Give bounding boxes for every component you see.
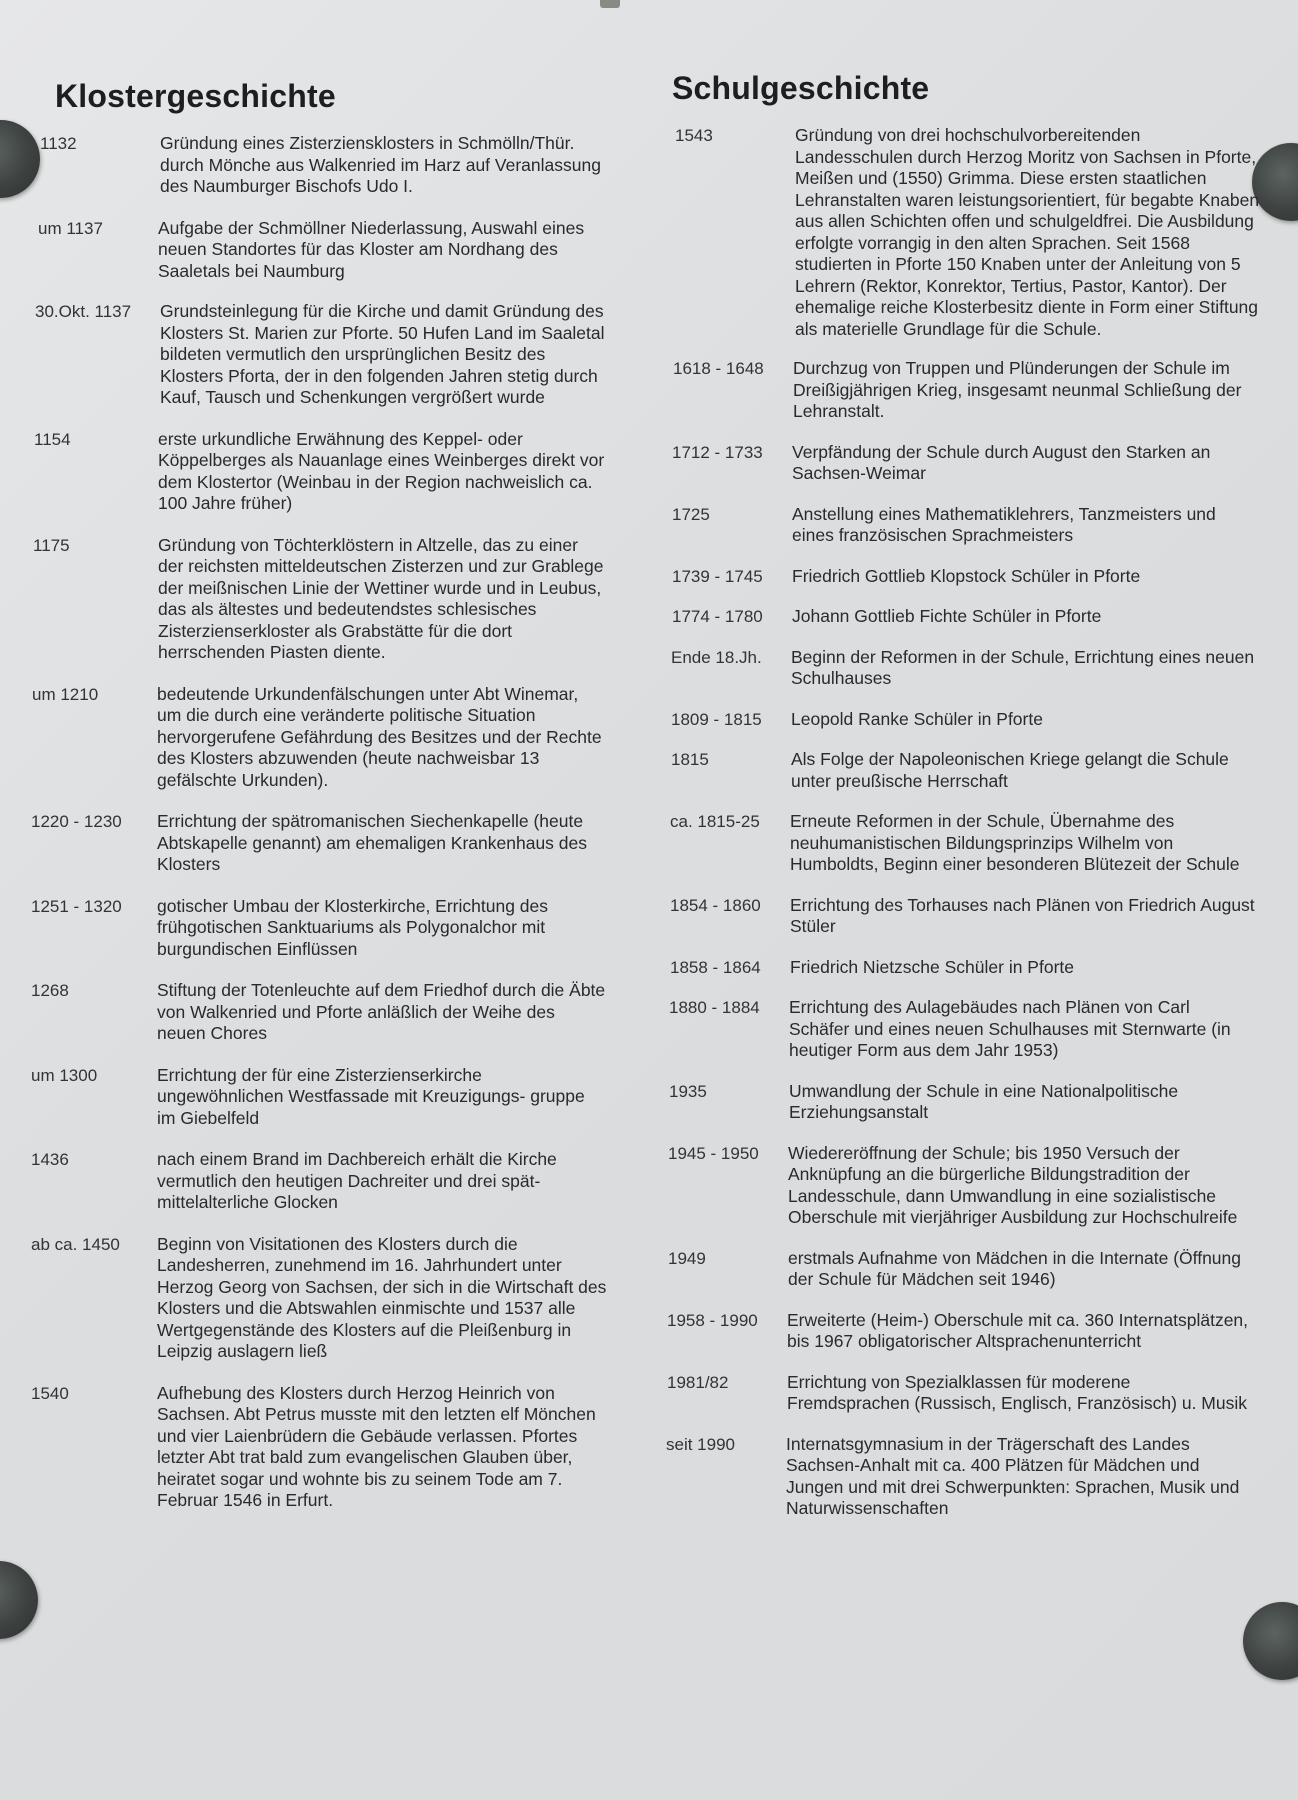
entry-text: Leopold Ranke Schüler in Pforte <box>791 708 1043 729</box>
timeline-entry <box>667 1372 1260 1415</box>
entry-text: erste urkundliche Erwähnung des Keppel- oder Köppelberges als Nauanlage eines Weinberges direkt vor dem Klostertor (Weinbau in der Region nachweislich ca. 100 Jahre früher) <box>158 428 605 513</box>
timeline-entry <box>670 811 1260 876</box>
timeline-entry <box>31 1149 630 1214</box>
mounting-bolt-icon <box>0 1561 38 1639</box>
entry-text: Aufhebung des Klosters durch Herzog Heinrich von Sachsen. Abt Petrus musste mit den letzten elf Mönchen und vier Laienbrüdern die Gebäude verlassen. Pfortes letzter Abt trat bald zum evangelischen Glauben über, heiratet sogar und wohnte bis zu seinem Tode am 7. Februar 1546 in Erfurt. <box>157 1382 596 1510</box>
entry-text: Errichtung des Torhauses nach Plänen von Friedrich August Stüler <box>790 894 1255 936</box>
timeline-entry <box>31 980 630 1045</box>
entry-date: um 1300 <box>31 1065 98 1085</box>
entry-date: 1251 - 1320 <box>31 896 122 916</box>
entry-date: Ende 18.Jh. <box>671 647 762 667</box>
entry-date: 1815 <box>671 750 709 769</box>
entry-date: um 1137 <box>38 218 103 238</box>
timeline-entry <box>31 811 630 876</box>
entry-text: erstmals Aufnahme von Mädchen in die Internate (Öffnung der Schule für Mädchen seit 1946) <box>788 1247 1242 1289</box>
timeline-entry <box>33 535 630 664</box>
timeline-entry <box>672 566 1260 588</box>
entry-date: 1725 <box>672 504 710 524</box>
entry-date: um 1210 <box>32 684 99 704</box>
entry-text: Friedrich Gottlieb Klopstock Schüler in Pforte <box>792 565 1141 586</box>
entry-date: 1132 <box>40 134 77 153</box>
entry-date: 1268 <box>31 981 69 1000</box>
timeline-entry <box>668 1143 1260 1229</box>
entry-date: 1540 <box>31 1383 69 1403</box>
monastery-history-column <box>31 70 630 1512</box>
entry-date: 1618 - 1648 <box>673 359 764 378</box>
timeline-entry <box>669 997 1260 1062</box>
entry-text: Wiedereröffnung der Schule; bis 1950 Versuch der Anknüpfung an die bürgerliche Bildungstradition der Landesschule, dann Umwandlung in eine sozialistische Oberschule mit vierjähriger Ausbildung zur Hochschulreife <box>788 1142 1238 1227</box>
timeline-entry <box>673 358 1260 423</box>
timeline-entry <box>668 1248 1260 1291</box>
entry-date: 1958 - 1990 <box>667 1310 758 1330</box>
entry-text: Verpfändung der Schule durch August den Starken an Sachsen-Weimar <box>792 441 1211 483</box>
entry-date: 1880 - 1884 <box>669 998 760 1017</box>
entry-text: Umwandlung der Schule in eine Nationalpolitische Erziehungsanstalt <box>789 1080 1179 1122</box>
entry-text: Als Folge der Napoleonischen Kriege gelangt die Schule unter preußische Herrschaft <box>791 749 1229 791</box>
timeline-entry <box>675 125 1260 340</box>
mounting-bolt-icon <box>1243 1602 1298 1680</box>
entry-text: nach einem Brand im Dachbereich erhält die Kirche vermutlich den heutigen Dachreiter und drei spät- mittelalterliche Glocken <box>157 1149 557 1212</box>
timeline-entry <box>31 896 630 961</box>
entry-text: Durchzug von Truppen und Plünderungen der Schule im Dreißigjährigen Krieg, insgesamt neunmal Schließung der Lehranstalt. <box>793 358 1242 421</box>
timeline-entry <box>671 647 1260 690</box>
timeline-entry <box>672 504 1260 547</box>
entry-text: Grundsteinlegung für die Kirche und damit Gründung des Klosters St. Marien zur Pforte. 50 Hufen Land im Saaletal bildeten vermutlich den ursprünglichen Besitz des Klosters Pforta, der in den folgenden Jahren stetig durch Kauf, Tausch und Schenkungen vergrößert wurde <box>160 301 605 407</box>
timeline-entry <box>31 1383 630 1512</box>
school-history-heading: Schulgeschichte <box>672 70 930 106</box>
entry-text: Gründung eines Zisterziensklosters in Schmölln/Thür. durch Mönche aus Walkenried im Harz auf Veranlassung des Naumburger Bischofs Udo I. <box>160 133 601 196</box>
timeline-entry <box>669 1081 1260 1124</box>
entry-date: 1945 - 1950 <box>668 1143 759 1163</box>
timeline-entry <box>670 895 1260 938</box>
entry-date: 1739 - 1745 <box>672 566 763 586</box>
entry-text: bedeutende Urkundenfälschungen unter Abt Winemar, um die durch eine veränderte politische Situation hervorgerufene Gefährdung des Besitzes und der Rechte des Klosters abzuwenden (heute nachweisbar 13 gefälschte Urkunden). <box>157 683 602 790</box>
timeline-entry <box>670 957 1260 979</box>
entry-date: 30.Okt. 1137 <box>35 302 132 321</box>
timeline-entry <box>671 749 1260 792</box>
school-history-column <box>665 70 1260 1520</box>
entry-text: gotischer Umbau der Klosterkirche, Errichtung des frühgotischen Sanktuariums als Polygonalchor mit burgundischen Einflüssen <box>157 895 549 959</box>
entry-date: ca. 1815-25 <box>670 812 760 831</box>
entry-date: 1809 - 1815 <box>671 709 762 729</box>
entry-text: Aufgabe der Schmöllner Niederlassung, Auswahl eines neuen Standortes für das Kloster am Nordhang des Saaletals bei Naumburg <box>158 217 585 281</box>
timeline-entry <box>35 301 630 409</box>
entry-text: Beginn der Reformen in der Schule, Errichtung eines neuen Schulhauses <box>791 646 1255 688</box>
entry-date: 1712 - 1733 <box>672 442 763 462</box>
timeline-entry <box>672 442 1260 485</box>
entry-text: Johann Gottlieb Fichte Schüler in Pforte <box>792 606 1102 626</box>
timeline-entry <box>667 1310 1260 1353</box>
entry-date: 1774 - 1780 <box>672 607 763 626</box>
entry-text: Stiftung der Totenleuchte auf dem Friedhof durch die Äbte von Walkenried und Pforte anläßlich der Weihe des neuen Chores <box>157 980 606 1043</box>
entry-text: Errichtung des Aulagebäudes nach Plänen von Carl Schäfer und eines neuen Schulhauses mit Sternwarte (in heutiger Form aus dem Jahr 1953) <box>789 997 1231 1060</box>
entry-date: 1949 <box>668 1248 706 1268</box>
entry-text: Errichtung der spätromanischen Siechenkapelle (heute Abtskapelle genannt) am ehemaligen Krankenhaus des Klosters <box>157 811 588 874</box>
entry-date: 1935 <box>669 1081 707 1101</box>
entry-date: 1543 <box>675 126 713 145</box>
entry-text: Anstellung eines Mathematiklehrers, Tanzmeisters und eines französischen Sprachmeisters <box>792 503 1216 545</box>
timeline-entry <box>38 218 630 283</box>
top-mark <box>600 0 620 8</box>
entry-text: Errichtung der für eine Zisterzienserkirche ungewöhnlichen Westfassade mit Kreuzigungs- gruppe im Giebelfeld <box>157 1064 585 1128</box>
entry-date: 1858 - 1864 <box>670 957 761 977</box>
entry-text: Gründung von Töchterklöstern in Altzelle, das zu einer der reichsten mitteldeutschen Zisterzen und zur Grablege der meißnischen Linie der Wettiner wurde und in Leubus, das als ältestes und bedeutendstes schlesisches Zisterzienserkloster als Grabstätte für die dort herrschenden Piasten diente. <box>158 534 604 662</box>
timeline-entry <box>34 429 630 515</box>
timeline-entry <box>31 1065 630 1130</box>
mounting-bolt-icon <box>0 120 40 198</box>
timeline-entry <box>671 709 1260 731</box>
timeline-entry <box>40 133 630 198</box>
timeline-entry <box>672 606 1260 628</box>
entry-text: Friedrich Nietzsche Schüler in Pforte <box>790 956 1074 977</box>
timeline-entry <box>666 1434 1260 1520</box>
entry-date: 1981/82 <box>667 1372 729 1392</box>
entry-text: Erweiterte (Heim-) Oberschule mit ca. 360 Internatsplätzen, bis 1967 obligatorischer Altsprachenunterricht <box>787 1309 1249 1351</box>
entry-text: Internatsgymnasium in der Trägerschaft des Landes Sachsen-Anhalt mit ca. 400 Plätzen für Mädchen und Jungen und mit drei Schwerpunkten: Sprachen, Musik und Naturwissenschaften <box>786 1433 1240 1518</box>
timeline-entry <box>32 684 630 792</box>
entry-date: 1175 <box>33 535 70 555</box>
entry-text: Gründung von drei hochschulvorbereitenden Landesschulen durch Herzog Moritz von Sachsen in Pforte, Meißen und (1550) Grimma. Diese ersten staatlichen Lehranstalten waren leistungsorientiert, für begabte Knaben aus allen Schichten offen und schulgeldfrei. Die Ausbildung erfolgte vorrangig in den alten Sprachen. Seit 1568 studierten in Pforte 150 Knaben unter der Anleitung von 5 Lehrern (Rektor, Konrektor, Tertius, Pastor, Kantor). Der ehemalige reiche Klosterbesitz diente in Form einer Stiftung als materielle Grundlage für die Schule. <box>795 125 1260 339</box>
entry-text: Erneute Reformen in der Schule, Übernahme des neuhumanistischen Bildungsprinzips Wilhelm von Humboldts, Beginn einer besonderen Blütezeit der Schule <box>790 811 1240 874</box>
monastery-history-heading: Klostergeschichte <box>55 78 336 114</box>
entry-text: Errichtung von Spezialklassen für moderene Fremdsprachen (Russisch, Englisch, Französisch) u. Musik <box>787 1371 1248 1413</box>
entry-date: 1154 <box>34 429 71 449</box>
entry-text: Beginn von Visitationen des Klosters durch die Landesherren, zunehmend im 16. Jahrhundert unter Herzog Georg von Sachsen, der sich in die Wirtschaft des Klosters und die Abtswahlen einmischte und 1537 alle Wertgegenstände des Klosters auf die Pleißenburg in Leipzig auslagern ließ <box>157 1233 607 1361</box>
timeline-entry <box>31 1234 630 1363</box>
entry-date: ab ca. 1450 <box>31 1234 120 1254</box>
entry-date: 1854 - 1860 <box>670 895 761 915</box>
entry-date: seit 1990 <box>666 1434 735 1454</box>
entry-date: 1436 <box>31 1150 69 1169</box>
entry-date: 1220 - 1230 <box>31 812 122 831</box>
